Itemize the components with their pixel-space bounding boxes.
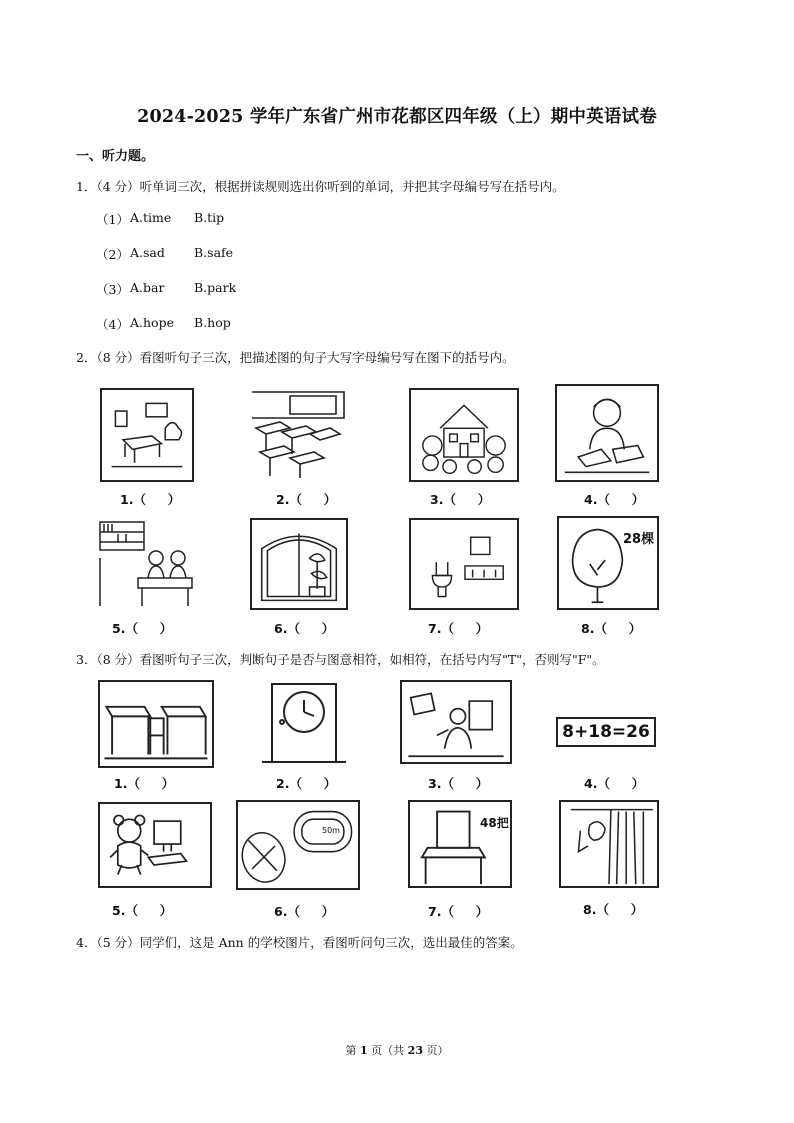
page-footer	[0, 1042, 794, 1058]
picture-house	[409, 388, 519, 482]
picture-library	[98, 518, 194, 608]
option-a: A.sad	[130, 245, 165, 260]
answer-blank[interactable]: 7.（ ）	[428, 904, 489, 919]
page-title: 2024-2025 学年广东省广州市花都区四年级（上）期中英语试卷	[137, 107, 657, 127]
equation-box	[556, 717, 656, 747]
picture-watching-tv	[400, 680, 512, 764]
answer-blank[interactable]: 2.（ ）	[276, 492, 337, 507]
section-heading: 一、听力题。	[76, 149, 155, 164]
option-b: B.tip	[194, 210, 225, 225]
answer-blank[interactable]: 4.（ ）	[584, 492, 645, 507]
answer-blank[interactable]: 8.（ ）	[583, 902, 644, 917]
page-total: 23	[407, 1044, 423, 1057]
answer-blank[interactable]: 3.（ ）	[430, 492, 491, 507]
option-number: （2）	[96, 247, 129, 262]
picture-window-plant	[250, 518, 348, 610]
answer-blank[interactable]: 5.（ ）	[112, 621, 173, 636]
footer-text: 页）	[422, 1044, 449, 1057]
option-b: B.park	[194, 280, 237, 295]
option-number: （1）	[96, 212, 129, 227]
picture-door-clock	[262, 682, 346, 764]
picture-classroom-rows	[250, 388, 346, 480]
answer-blank[interactable]: 2.（ ）	[276, 776, 337, 791]
q1-option-row	[96, 210, 224, 228]
answer-blank[interactable]: 7.（ ）	[428, 621, 489, 636]
q1-option-row	[96, 245, 233, 263]
equation-text: 8+18=26	[562, 722, 650, 742]
q1-option-row	[96, 315, 231, 333]
picture-student-reading	[555, 384, 659, 482]
footer-text: 第	[345, 1044, 361, 1057]
picture-chair	[408, 800, 512, 888]
question-4-stem: 4．（5 分）同学们，这是 Ann 的学校图片，看图听问句三次，选出最佳的答案。	[76, 935, 523, 950]
answer-blank[interactable]: 8.（ ）	[581, 621, 642, 636]
picture-classroom-desk	[100, 388, 194, 482]
chair-count-label: 48把	[480, 816, 509, 830]
picture-tree	[557, 516, 659, 610]
footer-text: 页（共	[367, 1044, 408, 1057]
option-a: A.time	[130, 210, 172, 225]
tree-count-label: 28棵	[623, 532, 655, 547]
question-3-stem: 3．（8 分）看图听句子三次，判断句子是否与图意相符，如相符，在括号内写"T"，否则写"F"。	[76, 652, 605, 667]
option-number: （4）	[96, 317, 129, 332]
page-number: 1	[360, 1044, 368, 1057]
answer-blank[interactable]: 1.（ ）	[114, 776, 175, 791]
q1-option-row	[96, 280, 236, 298]
track-length-label: 50m	[322, 826, 340, 835]
answer-blank[interactable]: 6.（ ）	[274, 904, 335, 919]
answer-blank[interactable]: 1.（ ）	[120, 492, 181, 507]
answer-blank[interactable]: 3.（ ）	[428, 776, 489, 791]
option-a: A.hope	[130, 315, 174, 330]
answer-blank[interactable]: 4.（ ）	[584, 776, 645, 791]
picture-curtain	[559, 800, 659, 888]
option-number: （3）	[96, 282, 129, 297]
option-b: B.hop	[194, 315, 231, 330]
picture-bear-computer	[98, 802, 212, 888]
question-1-stem: 1．（4 分）听单词三次，根据拼读规则选出你听到的单词，并把其字母编号写在括号内。	[76, 179, 565, 194]
picture-basket-track	[236, 800, 360, 890]
option-a: A.bar	[130, 280, 165, 295]
answer-blank[interactable]: 5.（ ）	[112, 903, 173, 918]
picture-desks-and-chairs	[98, 680, 214, 768]
option-b: B.safe	[194, 245, 234, 260]
question-2-stem: 2．（8 分）看图听句子三次，把描述图的句子大写字母编号写在图下的括号内。	[76, 350, 515, 365]
answer-blank[interactable]: 6.（ ）	[274, 621, 335, 636]
picture-bathroom	[409, 518, 519, 610]
